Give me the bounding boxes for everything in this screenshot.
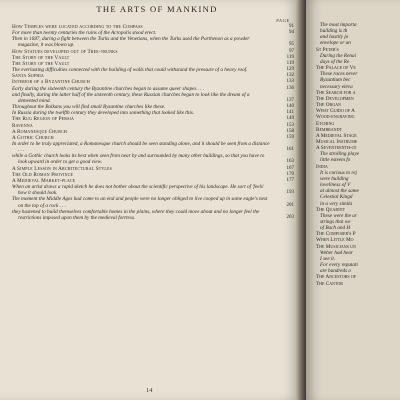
right-page-entry: are hundreds o	[320, 268, 352, 275]
table-of-contents	[12, 24, 300, 221]
toc-entry-page: 170	[286, 171, 294, 177]
right-page-entry: The Composer's P	[316, 231, 356, 238]
toc-entry-page: 132	[286, 73, 294, 79]
right-page-entry: These races never	[320, 71, 358, 78]
toc-entry-title: The Old Roman Province	[12, 171, 74, 178]
toc-entry-title: For more than twenty centuries the ruins of the Acropolis stood erect.	[12, 30, 157, 37]
toc-entry-page: 119	[286, 60, 294, 66]
toc-entry-page: 177	[286, 177, 294, 183]
toc-entry-page: 159	[286, 134, 294, 140]
right-page-entry: necessary eleva	[320, 83, 353, 90]
right-page-entry: I see it.	[320, 255, 336, 262]
right-page-entry: The Quartet	[316, 206, 346, 213]
toc-entry-title: A Medieval Market-place	[12, 177, 76, 184]
toc-entry-title: The Rug Region of Persia	[12, 116, 74, 123]
toc-entry-page: 161	[286, 147, 294, 153]
toc-entry	[12, 196, 300, 208]
right-page-entry: in a very simila	[320, 200, 353, 207]
toc-entry-title: Interior of a Byzantine Church	[12, 79, 90, 86]
toc-entry-page: 201	[286, 202, 294, 208]
right-page-entry: building is th	[320, 28, 348, 35]
toc-entry	[12, 153, 300, 165]
toc-entry-title: Then in 1687, during a fight between the Turks and the Venetians, when the Turks used the Parthenon as a powder magazine, it was blown up.	[12, 36, 250, 49]
toc-entry-title: A Romanesque Church	[12, 128, 67, 135]
right-page-list	[316, 22, 400, 287]
page-number: 14	[146, 387, 153, 394]
right-page-entry: Weber had hear	[320, 249, 353, 256]
toc-entry-page: 95	[289, 42, 294, 48]
right-page-entry: Byzantium bec	[320, 77, 351, 84]
toc-entry-title: The Story of the Vault	[12, 60, 70, 67]
toc-entry-title: The everlasting difficulties connected with the building of walls that could withstand the pressure of a heavy roof.	[12, 67, 248, 74]
toc-entry-title: How Temples were located according to the Compass	[12, 24, 143, 30]
right-page-entry: It is curious to rej	[320, 169, 357, 176]
toc-entry	[12, 184, 300, 196]
toc-entry-page: 136	[286, 85, 294, 91]
right-page-entry: Musical Instrume	[316, 138, 358, 145]
toc-entry-page: 167	[286, 165, 294, 171]
right-page-entry: Celestial Kingd	[320, 194, 353, 201]
right-page-entry: During the Renai	[320, 52, 357, 59]
page-column-label: PAGE	[276, 18, 290, 23]
right-page-entry: A Seventeenth-ce	[316, 145, 357, 152]
toc-entry-title: In order to be truly appreciated, a Romanesque church should be seen standing alone, and it should be seen from a distance . . .	[12, 140, 270, 154]
toc-entry-title: while a Gothic church looks its best when seen from near by and surrounded by many other buildings, so that you have to look upward in order to get a good view.	[12, 153, 265, 166]
toc-entry-title: How Statues developed out of Tree-trunks	[12, 48, 118, 55]
right-page-entry: The Palace of Ve	[316, 65, 356, 72]
toc-entry-title: A Gothic Church	[12, 134, 54, 141]
toc-entry-title: When an artist draws a rapid sketch he does not bother about the scientific perspective of his landscape. He sort of 'feels' how it should look.	[12, 184, 265, 197]
toc-entry-page: 153	[286, 122, 294, 128]
toc-entry-page: 149	[286, 116, 294, 122]
toc-entry-page: 193	[286, 190, 294, 196]
toc-entry-title: Early during the sixteenth century the Byzantine churches began to assume queer shapes . . .	[12, 85, 205, 92]
toc-entry-title: Throughout the Balkans you will find small Byzantine churches like these.	[12, 104, 166, 111]
right-page-entry: A Medieval Stage	[316, 132, 357, 139]
right-page-entry: When Little Mo	[316, 237, 354, 244]
toc-entry-page: 91	[289, 24, 294, 29]
toc-entry-page: 97	[289, 48, 294, 54]
toc-entry	[12, 209, 300, 221]
right-page-entry: envelope or an	[320, 40, 351, 47]
right-page-entry: The Organ	[316, 102, 341, 109]
toc-entry-page: 140	[286, 104, 294, 110]
right-page-entry: of Bach and H	[320, 225, 351, 232]
right-page-entry: loveliness of V	[320, 182, 351, 189]
right-page-entry: The Developmen	[316, 95, 354, 102]
toc-entry	[12, 141, 300, 153]
toc-entry-page: 137	[286, 97, 294, 103]
toc-entry	[12, 36, 300, 48]
toc-entry-title: The moment the Middle Ages had come to an end and people were no longer obliged to live cooped up in some eagle's nest on the top of a rock . . .	[12, 196, 268, 209]
right-page-entry: The Ancestors of	[316, 274, 357, 281]
right-page-entry: For every reputati	[320, 262, 358, 269]
right-page-entry: were building	[320, 175, 349, 182]
right-page-entry: India	[316, 163, 328, 170]
right-page-entry: The Cantor	[316, 280, 343, 287]
right-page-entry: and hastily jo	[320, 34, 349, 41]
page-title: THE ARTS OF MANKIND	[96, 4, 218, 14]
right-page-entry: The Search for a	[316, 89, 356, 96]
toc-entry-page: 163	[286, 159, 294, 165]
toc-entry-title: In Russia during the twelfth century they developed into something that looked like this.	[12, 110, 195, 117]
toc-entry-title: Santa Sophia	[12, 73, 44, 80]
toc-entry-page: 158	[286, 128, 294, 134]
book-gutter	[296, 0, 306, 400]
right-page-entry: days of the Re	[320, 58, 350, 65]
right-page-entry: at almost the same	[320, 188, 359, 195]
toc-entry-title: Ravenna	[12, 122, 33, 129]
right-page-entry: little esteem fo	[320, 157, 351, 164]
toc-entry-title: and finally, during the latter half of the sixteenth century, these Russian churches began to look like the dream of a demented mind.	[12, 91, 250, 104]
toc-entry-page: 141	[286, 110, 294, 116]
right-page-entry: St Peter's	[316, 46, 339, 53]
toc-entry	[12, 92, 300, 104]
right-page-entry: strings that we	[320, 219, 351, 225]
right-page-entry: The most importa	[320, 22, 357, 28]
right-page-entry: Rembrandt	[316, 126, 342, 133]
toc-entry-title: A Simple Lesson in Architectural Styles	[12, 165, 112, 172]
toc-entry-page: 129	[286, 67, 294, 73]
right-page-entry: Wood-engraving	[316, 114, 355, 121]
toc-entry-title: The Story of the Vault	[12, 54, 70, 61]
right-page-entry: What Guido of A	[316, 108, 355, 115]
toc-entry-title: they hastened to build themselves comfortable homes in the plains, where they could move about and no longer feel the restrictions imposed upon them by the medieval fortress.	[12, 208, 260, 221]
toc-entry-page: 133	[286, 79, 294, 85]
right-page-entry: The strolling playe	[320, 151, 359, 158]
right-page-entry: The Musicians un	[316, 243, 356, 250]
toc-entry-page: 119	[286, 54, 294, 60]
toc-entry-page: 94	[289, 30, 294, 36]
right-page-entry: These were the ar	[320, 212, 357, 219]
toc-entry-page: 203	[286, 214, 294, 220]
right-page-entry: Etching	[316, 120, 335, 127]
